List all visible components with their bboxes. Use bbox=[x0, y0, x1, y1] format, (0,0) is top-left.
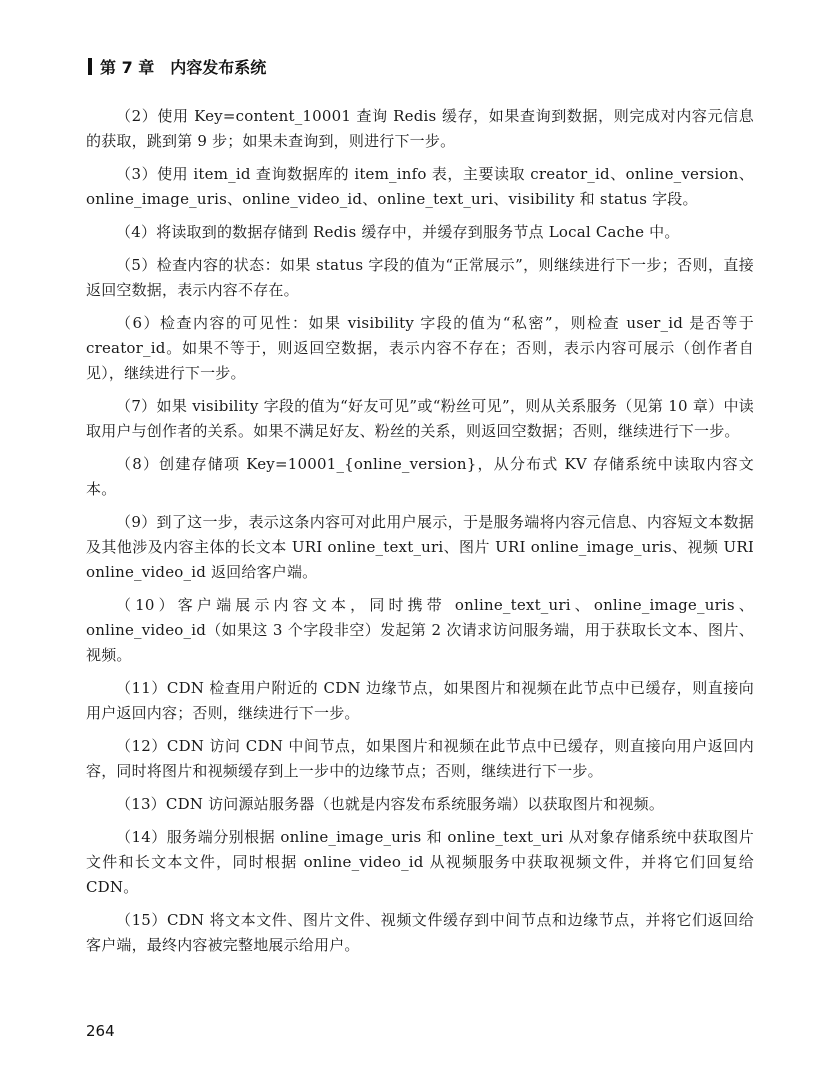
paragraph-step-10: （10）客户端展示内容文本，同时携带 online_text_uri、online_image_uris、online_video_id（如果这 3 个字段非空）发起第 2 次请求访问服务端，用于获取长文本、图片、视频。 bbox=[86, 596, 754, 664]
chapter-number: 第 7 章 bbox=[100, 58, 155, 77]
paragraph-step-15: （15）CDN 将文本文件、图片文件、视频文件缓存到中间节点和边缘节点，并将它们返回给客户端，最终内容被完整地展示给用户。 bbox=[86, 911, 754, 954]
header-bar-mark bbox=[88, 58, 92, 75]
paragraph-step-12: （12）CDN 访问 CDN 中间节点，如果图片和视频在此节点中已缓存，则直接向用户返回内容，同时将图片和视频缓存到上一步中的边缘节点；否则，继续进行下一步。 bbox=[86, 737, 754, 780]
running-header bbox=[88, 55, 266, 78]
page-number: 264 bbox=[86, 1022, 115, 1040]
paragraph-step-11: （11）CDN 检查用户附近的 CDN 边缘节点，如果图片和视频在此节点中已缓存，则直接向用户返回内容；否则，继续进行下一步。 bbox=[86, 679, 754, 722]
paragraph-step-6: （6）检查内容的可见性：如果 visibility 字段的值为“私密”，则检查 user_id 是否等于 creator_id。如果不等于，则返回空数据，表示内容不存在；否则，表示内容可展示（创作者自见），继续进行下一步。 bbox=[86, 314, 754, 382]
paragraph-step-3: （3）使用 item_id 查询数据库的 item_info 表，主要读取 creator_id、online_version、online_image_uris、online_video_id、online_text_uri、visibility 和 status 字段。 bbox=[86, 165, 754, 208]
paragraph-step-14: （14）服务端分别根据 online_image_uris 和 online_text_uri 从对象存储系统中获取图片文件和长文本文件，同时根据 online_video_id 从视频服务中获取视频文件，并将它们回复给 CDN。 bbox=[86, 828, 754, 896]
paragraph-step-13: （13）CDN 访问源站服务器（也就是内容发布系统服务端）以获取图片和视频。 bbox=[116, 795, 665, 813]
paragraph-step-9: （9）到了这一步，表示这条内容可对此用户展示，于是服务端将内容元信息、内容短文本数据及其他涉及内容主体的长文本 URI online_text_uri、图片 URI online_image_uris、视频 URI online_video_id 返回给客户端。 bbox=[86, 513, 754, 581]
paragraph-step-8: （8）创建存储项 Key=10001_{online_version}，从分布式 KV 存储系统中读取内容文本。 bbox=[86, 455, 754, 498]
paragraph-step-7: （7）如果 visibility 字段的值为“好友可见”或“粉丝可见”，则从关系服务（见第 10 章）中读取用户与创作者的关系。如果不满足好友、粉丝的关系，则返回空数据；否则，继续进行下一步。 bbox=[86, 397, 754, 440]
page-body bbox=[86, 104, 754, 966]
paragraph-step-4: （4）将读取到的数据存储到 Redis 缓存中，并缓存到服务节点 Local Cache 中。 bbox=[116, 223, 680, 241]
paragraph-step-5: （5）检查内容的状态：如果 status 字段的值为“正常展示”，则继续进行下一步；否则，直接返回空数据，表示内容不存在。 bbox=[86, 256, 754, 299]
paragraph-step-2: （2）使用 Key=content_10001 查询 Redis 缓存，如果查询到数据，则完成对内容元信息的获取，跳到第 9 步；如果未查询到，则进行下一步。 bbox=[86, 107, 754, 150]
chapter-title: 内容发布系统 bbox=[170, 58, 267, 77]
